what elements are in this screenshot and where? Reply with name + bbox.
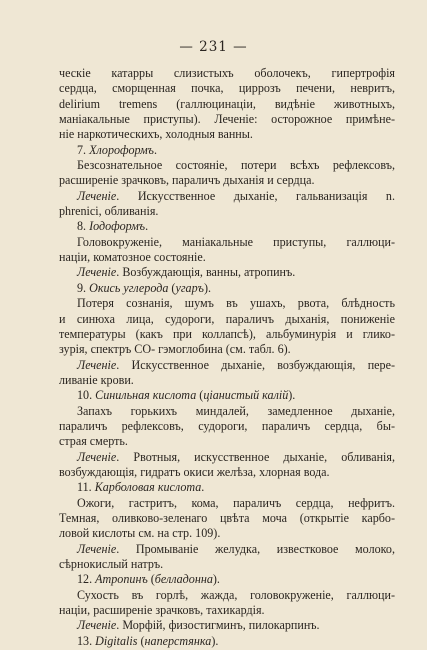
text-segment: 11. <box>77 480 95 495</box>
text-segment: Головокруженіе, маніакальные приступы, галлюци- <box>77 234 395 249</box>
text-line <box>59 327 395 342</box>
text-segment: Темная, оливково-зеленаго цвѣта моча (открытіе карбо- <box>59 510 395 525</box>
text-line <box>59 480 395 495</box>
text-line <box>59 235 395 250</box>
text-line <box>59 250 395 265</box>
text-line <box>59 572 395 587</box>
italic-text: Леченіе <box>77 541 117 556</box>
text-segment: ливаніе крови. <box>59 372 134 387</box>
text-segment: 10. <box>77 388 96 403</box>
text-line <box>59 81 395 96</box>
text-line <box>59 281 395 296</box>
text-line <box>59 66 395 81</box>
text-line <box>59 143 395 158</box>
text-segment: маніакальные приступы). Леченіе: осторожное примѣне- <box>59 112 395 127</box>
page-number: — 231 — <box>179 39 248 55</box>
text-line <box>59 97 395 112</box>
text-line <box>59 265 395 280</box>
text-line <box>59 496 395 511</box>
italic-text: Леченіе <box>77 357 117 372</box>
text-line <box>59 603 395 618</box>
text-segment: націи, расширеніе зрачковъ, тахикардія. <box>59 603 265 618</box>
text-line <box>59 450 395 465</box>
text-line <box>59 542 395 557</box>
italic-text: Хлороформъ <box>89 142 154 157</box>
text-line <box>59 434 395 449</box>
text-line <box>59 173 395 188</box>
text-line <box>59 219 395 234</box>
text-segment: 12. <box>77 572 96 587</box>
text-line <box>59 373 395 388</box>
text-segment: сердца, сморщенная почка, циррозъ печени, невритъ, <box>59 81 395 96</box>
text-segment: Сухость въ горлѣ, жажда, головокруженіе, галлюци- <box>77 587 395 602</box>
italic-text: Окись углерода <box>89 280 169 295</box>
italic-text: Леченіе <box>77 449 117 464</box>
italic-text: Digitalis <box>95 633 138 648</box>
italic-text: Леченіе <box>77 188 117 203</box>
text-line <box>59 404 395 419</box>
italic-text: ціанистый калій <box>203 388 289 403</box>
text-segment: зурія, спектръ CO- гэмоглобина (см. табл. 6). <box>59 342 291 357</box>
text-segment: ( <box>137 633 145 648</box>
text-segment: ческіе катарры слизистыхъ оболочекъ, гипертрофія <box>59 66 395 80</box>
text-line <box>59 634 395 649</box>
text-segment: Потеря сознанія, шумъ въ ушахъ, рвота, блѣдность <box>77 296 395 311</box>
text-segment: 13. <box>77 633 96 648</box>
text-segment: phrenici, обливанія. <box>59 204 159 219</box>
text-line <box>59 296 395 311</box>
italic-text: наперстянка <box>144 633 212 648</box>
text-segment: . Возбуждающія, ванны, атропинъ. <box>116 265 296 280</box>
text-segment: сѣрнокислый натръ. <box>59 557 164 571</box>
text-segment: ( <box>147 572 155 587</box>
text-line <box>59 127 395 142</box>
text-line <box>59 158 395 173</box>
italic-text: Карболовая кислота <box>94 480 202 495</box>
italic-text: угаръ <box>175 280 204 295</box>
text-segment: ). <box>211 633 219 648</box>
text-segment: . Морфій, физостигминъ, пилокарпинъ. <box>116 618 320 633</box>
text-segment: ( <box>196 388 204 403</box>
text-segment: ловой кислоты см. на стр. 109). <box>59 526 221 541</box>
text-line <box>59 388 395 403</box>
text-segment: Ожоги, гастритъ, кома, параличъ сердца, нефритъ. <box>77 495 395 510</box>
text-segment: ). <box>203 280 211 295</box>
text-segment: 9. <box>77 280 90 295</box>
text-segment: . <box>201 480 205 495</box>
text-line <box>59 189 395 204</box>
text-line <box>59 358 395 373</box>
text-segment: . Искусственное дыханіе, возбуждающія, пере- <box>116 357 395 372</box>
text-line <box>59 312 395 327</box>
text-segment: страя смерть. <box>59 434 128 449</box>
text-segment: параличъ рефлексовъ, судороги, параличъ сердца, бы- <box>59 418 395 433</box>
text-segment: ). <box>212 572 220 587</box>
text-line <box>59 419 395 434</box>
page-text <box>59 66 395 649</box>
text-segment: Безсознательное состояніе, потери всѣхъ рефлексовъ, <box>77 158 395 173</box>
text-segment: температуры (какъ при коллапсѣ), альбуминурія и глико- <box>59 326 395 341</box>
text-segment: ). <box>288 388 296 403</box>
italic-text: Атропинъ <box>95 572 148 587</box>
text-segment: . Искусственное дыханіе, гальванизація n. <box>116 188 395 203</box>
text-segment: и синюха лица, судороги, параличъ дыханія, пониженіе <box>59 311 395 326</box>
text-line <box>59 511 395 526</box>
text-segment: возбуждающія, гидратъ окиси желѣза, хлорная вода. <box>59 464 330 479</box>
text-segment: . Промываніе желудка, известковое молоко, <box>116 541 395 556</box>
italic-text: Леченіе <box>77 265 117 280</box>
italic-text: белладонна <box>154 572 213 587</box>
text-segment: расширеніе зрачковъ, параличъ дыханія и сердца. <box>59 173 315 188</box>
text-segment: delirium tremens (галлюцинаціи, видѣніе животныхъ, <box>59 96 395 111</box>
text-line <box>59 465 395 480</box>
text-segment: . Рвотныя, искусственное дыханіе, обливанія, <box>116 449 395 464</box>
text-line <box>59 618 395 633</box>
text-line <box>59 112 395 127</box>
italic-text: Синильная кислота <box>95 388 197 403</box>
text-segment: ( <box>168 280 176 295</box>
text-line <box>59 342 395 357</box>
text-line <box>59 557 395 572</box>
text-line <box>59 588 395 603</box>
text-segment: націи, коматозное состояніе. <box>59 250 206 265</box>
text-segment: ніе наркотическихъ, холодныя ванны. <box>59 127 253 142</box>
text-segment: 8. <box>77 219 90 234</box>
text-line <box>59 204 395 219</box>
italic-text: Іодоформъ <box>89 219 146 234</box>
italic-text: Леченіе <box>77 618 117 633</box>
text-segment: Запахъ горькихъ миндалей, замедленное дыханіе, <box>77 403 395 418</box>
text-line <box>59 526 395 541</box>
text-segment: . <box>153 142 157 157</box>
text-segment: 7. <box>77 142 90 157</box>
text-segment: . <box>145 219 149 234</box>
